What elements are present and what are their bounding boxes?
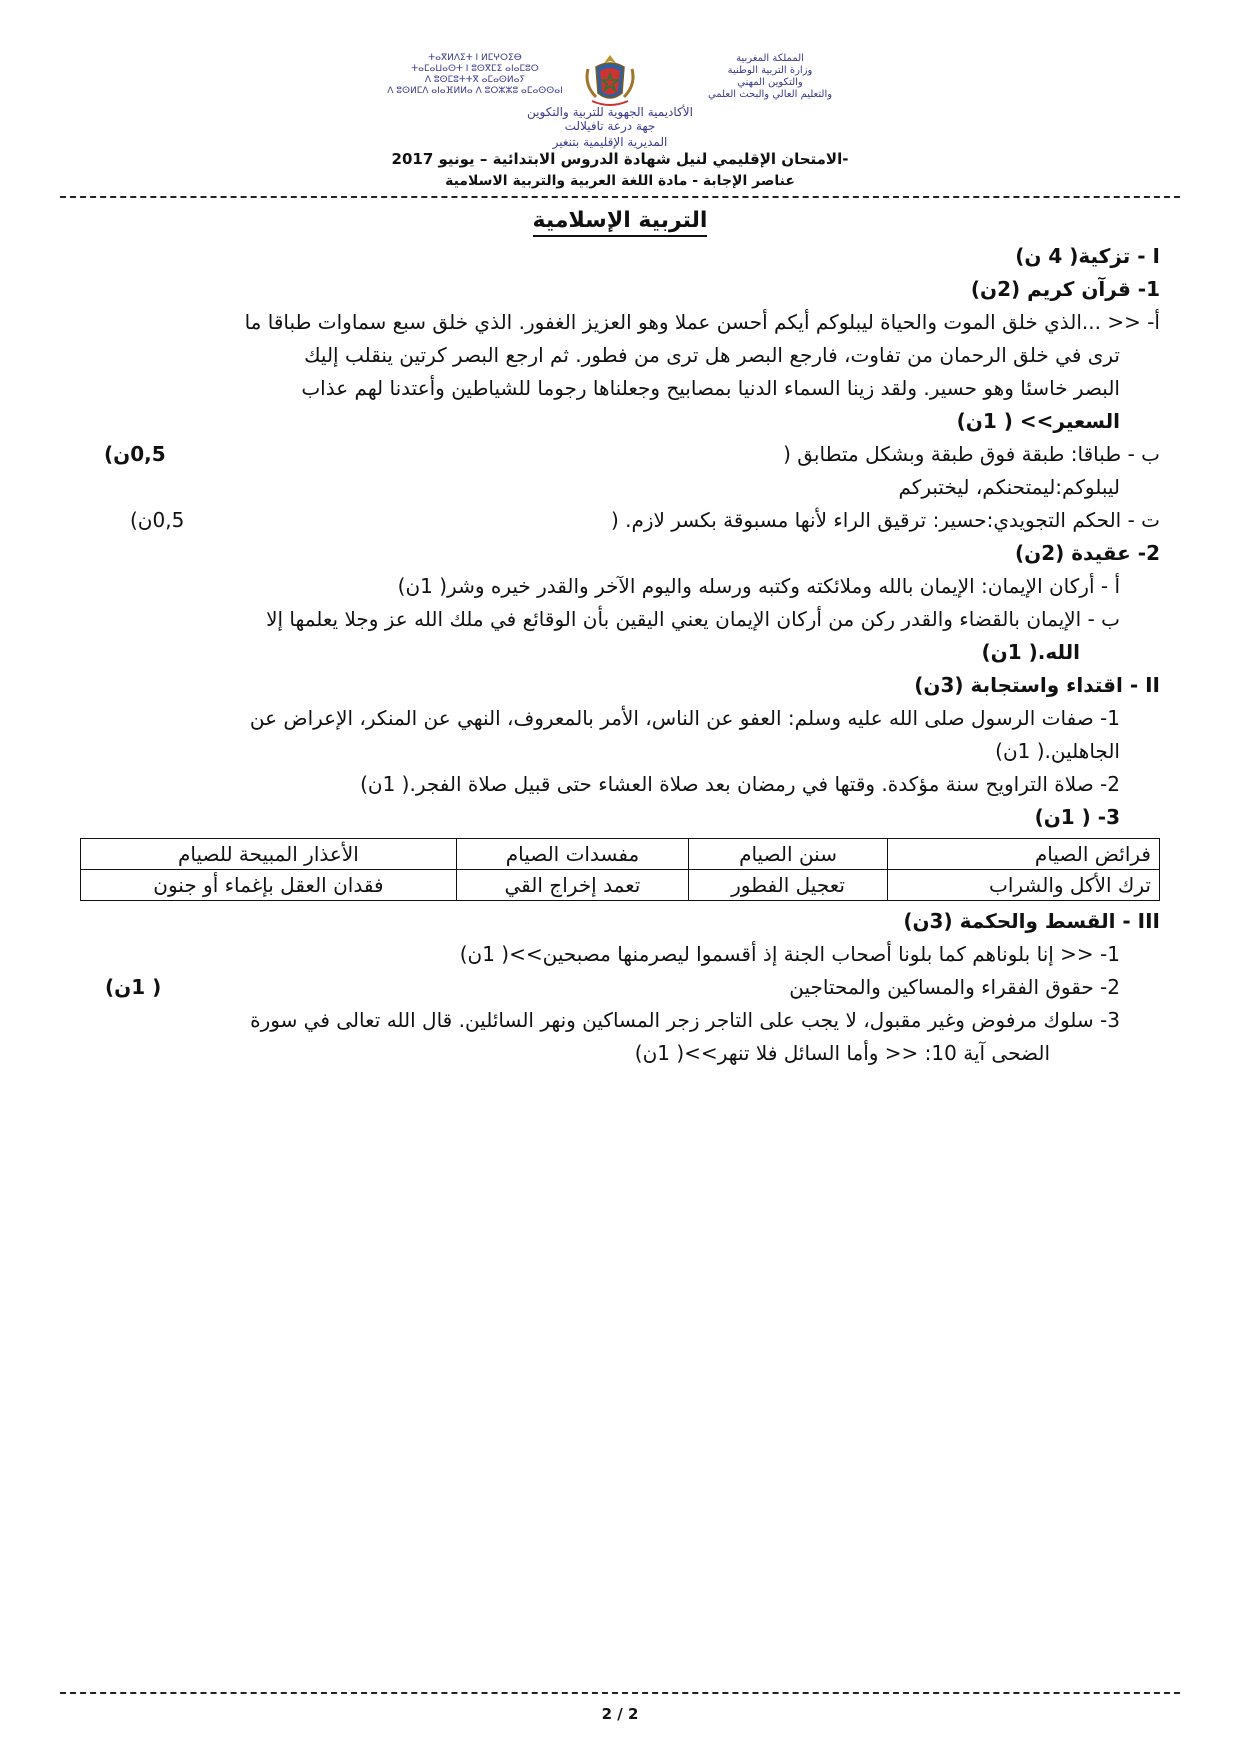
tifinagh-line: ⴷ ⵓⵙⵍⵎⴷ ⴰⵏⴰⴼⵍⵍⴰ ⴷ ⵓⵔⵣⵣⵓ ⴰⵎⴰⵙⵙⴰⵏ bbox=[387, 86, 563, 96]
table-cell: تعجيل الفطور bbox=[689, 870, 888, 901]
part2-item2: 2- صلاة التراويح سنة مؤكدة. وقتها في رمضان بعد صلاة العشاء حتى قبيل صلاة الفجر.( 1ن) bbox=[360, 772, 1120, 796]
answer-text: ت - الحكم التجويدي:حسير: ترقيق الراء لأنها مسبوقة بكسر لازم. ( bbox=[610, 508, 1160, 532]
moroccan-emblem-icon bbox=[582, 49, 638, 109]
part2-item3: 3- ( 1ن) bbox=[1034, 805, 1120, 829]
score-label: 0,5ن) bbox=[130, 508, 185, 532]
quran-verse-line: ترى في خلق الرحمان من تفاوت، فارجع البصر هل ترى من فطور. ثم ارجع البصر كرتين ينقلب إليك bbox=[304, 343, 1120, 367]
part3-heading: III - القسط والحكمة (3ن) bbox=[903, 909, 1160, 933]
table-header-cell: سنن الصيام bbox=[689, 839, 888, 870]
top-divider bbox=[60, 196, 1180, 198]
score-label: ( 1ن) bbox=[105, 975, 162, 999]
answer-text: ب - طباقا: طبقة فوق طبقة وبشكل متطابق ( bbox=[783, 442, 1160, 466]
answer-line: الجاهلين.( 1ن) bbox=[995, 739, 1120, 763]
score-label: 0,5ن) bbox=[104, 442, 166, 466]
section-title-text: التربية الإسلامية bbox=[533, 208, 708, 237]
directorate-name: المديرية الإقليمية بتنغير bbox=[552, 135, 668, 149]
table-header-cell: فرائض الصيام bbox=[887, 839, 1159, 870]
table-cell: ترك الأكل والشراب bbox=[887, 870, 1159, 901]
table-header-row bbox=[81, 839, 1160, 870]
part3-item1: 1- << إنا بلوناهم كما بلونا أصحاب الجنة إذ أقسموا ليصرمنها مصبحين>>( 1ن) bbox=[459, 942, 1120, 966]
ministry-line: والتكوين المهني bbox=[737, 77, 803, 88]
arabic-ministry-name bbox=[690, 53, 850, 101]
tifinagh-ministry-name bbox=[375, 53, 575, 97]
table-cell: تعمد إخراج القي bbox=[456, 870, 688, 901]
aqida-answer-a: أ - أركان الإيمان: الإيمان بالله وملائكته وكتبه ورسله واليوم الآخر والقدر خيره وشر( 1ن) bbox=[397, 574, 1120, 598]
table-cell: فقدان العقل بإغماء أو جنون bbox=[81, 870, 457, 901]
table-header-cell: الأعذار المبيحة للصيام bbox=[81, 839, 457, 870]
answer-line: 3- سلوك مرفوض وغير مقبول، لا يجب على التاجر زجر المساكين ونهر السائلين. قال الله تعالى في سورة bbox=[250, 1008, 1120, 1032]
tifinagh-line: ⵜⴰⴳⵍⴷⵉⵜ ⵏ ⵍⵎⵖⵔⵉⴱ bbox=[428, 53, 522, 63]
quran-answer-a bbox=[80, 306, 1160, 438]
part2-item1 bbox=[80, 702, 1160, 768]
table-row bbox=[81, 870, 1160, 901]
bottom-divider bbox=[60, 1692, 1180, 1694]
quran-verse-line: السعير>> ( 1ن) bbox=[956, 409, 1120, 433]
part2-heading: II - اقتداء واستجابة (3ن) bbox=[914, 673, 1160, 697]
exam-title: الامتحان الإقليمي لنيل شهادة الدروس الابتدائية – يونيو 2017- bbox=[391, 150, 849, 168]
answer-line: الله.( 1ن) bbox=[981, 640, 1080, 664]
quran-heading: 1- قرآن كريم (2ن) bbox=[970, 277, 1160, 301]
section-title bbox=[0, 208, 1240, 233]
quran-verse-line: أ- << ...الذي خلق الموت والحياة ليبلوكم أيكم أحسن عملا وهو العزيز الغفور. الذي خلق سبع سماوات طباقا ما bbox=[244, 310, 1160, 334]
exam-subtitle: عناصر الإجابة - مادة اللغة العربية والتربية الاسلامية bbox=[445, 173, 795, 189]
answer-text: 2- حقوق الفقراء والمساكين والمحتاجين bbox=[789, 975, 1120, 999]
answer-content bbox=[80, 240, 1160, 1070]
answer-line: الضحى آية 10: << وأما السائل فلا تنهر>>( 1ن) bbox=[634, 1041, 1050, 1065]
tifinagh-line: ⵜⴰⵎⴰⵡⴰⵙⵜ ⵏ ⵓⵙⴳⵎⵉ ⴰⵏⴰⵎⵓⵔ bbox=[411, 64, 539, 74]
part3-item2 bbox=[80, 971, 1160, 1004]
answer-line: ب - الإيمان بالقضاء والقدر ركن من أركان الإيمان يعني اليقين بأن الوقائع في ملك الله عز وجلا يعلمها إلا bbox=[266, 607, 1120, 631]
ministry-line: المملكة المغربية bbox=[736, 53, 804, 64]
quran-verse-line: البصر خاسئا وهو حسير. ولقد زينا السماء الدنيا بمصابيح وجعلناها رجوما للشياطين وأعتدنا لهم عذاب bbox=[301, 376, 1120, 400]
quran-answer-b2: ليبلوكم:ليمتحنكم، ليختبركم bbox=[898, 475, 1120, 499]
aqida-answer-b bbox=[80, 603, 1160, 669]
page-number: 2 / 2 bbox=[601, 1705, 639, 1723]
tifinagh-line: ⴷ ⵓⵙⵎⵓⵜⵜⴳ ⴰⵎⴰⵙⵍⴰⵢ bbox=[424, 75, 526, 85]
fasting-table bbox=[80, 838, 1160, 901]
ministry-line: وزارة التربية الوطنية bbox=[727, 65, 813, 76]
table-header-cell: مفسدات الصيام bbox=[456, 839, 688, 870]
quran-answer-b bbox=[80, 438, 1160, 471]
region-name: جهة درعة تافيلالت bbox=[564, 119, 656, 133]
answer-line: 1- صفات الرسول صلى الله عليه وسلم: العفو عن الناس، الأمر بالمعروف، النهي عن المنكر، الإعراض عن bbox=[249, 706, 1120, 730]
academy-name: الأكاديمية الجهوية للتربية والتكوين bbox=[527, 105, 693, 119]
aqida-heading: 2- عقيدة (2ن) bbox=[1014, 541, 1160, 565]
part1-heading: I - تزكية( 4 ن) bbox=[1015, 244, 1160, 268]
quran-answer-t bbox=[80, 504, 1160, 537]
ministry-line: والتعليم العالي والبحث العلمي bbox=[707, 89, 833, 100]
part3-item3 bbox=[80, 1004, 1160, 1070]
